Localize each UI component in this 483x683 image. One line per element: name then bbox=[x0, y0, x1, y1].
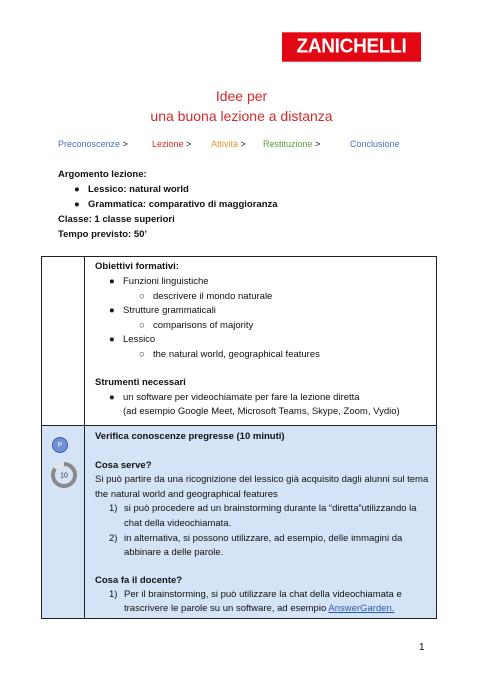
timer-icon bbox=[50, 461, 78, 489]
classe-line: Classe: 1 classe superiori bbox=[58, 214, 175, 225]
strumenti-item-detail: (ad esempio Google Meet, Microsoft Teams, Skype, Zoom, Vydio) bbox=[123, 406, 400, 417]
verifica-paragraph: the natural world and geographical features bbox=[95, 489, 278, 500]
list-number: 2) bbox=[109, 533, 118, 544]
list-number: 1) bbox=[109, 503, 118, 514]
document-title-line2: una buona lezione a distanza bbox=[150, 108, 333, 124]
list-number: 1) bbox=[109, 589, 118, 600]
list-item: abbinare a delle parole. bbox=[124, 547, 224, 558]
list-item: si può procedere ad un brainstorming durante la “diretta”utilizzando la bbox=[124, 503, 417, 514]
nav-item-conclusione: Conclusione bbox=[350, 139, 400, 149]
list-item: chat della videochiamata. bbox=[124, 518, 232, 529]
obiettivi-subitem: ○ the natural world, geographical features bbox=[139, 349, 320, 360]
list-item: Per il brainstorming, si può utilizzare la chat della videochiamata e bbox=[124, 589, 402, 600]
answergarden-link[interactable]: AnswerGarden. bbox=[328, 603, 395, 614]
lesson-bullet: ● Lessico: natural world bbox=[74, 184, 189, 195]
obiettivi-item: ● Strutture grammaticali bbox=[109, 305, 216, 316]
table-column-divider bbox=[84, 256, 85, 619]
zanichelli-logo: ZANICHELLI bbox=[282, 32, 421, 61]
argomento-heading: Argomento lezione: bbox=[58, 169, 147, 180]
nav-item-preconoscenze: Preconoscenze > bbox=[58, 139, 128, 149]
strumenti-heading: Strumenti necessari bbox=[95, 377, 186, 388]
cosa-serve-heading: Cosa serve? bbox=[95, 460, 152, 471]
obiettivi-item: ● Lessico bbox=[109, 334, 156, 345]
docente-heading: Cosa fa il docente? bbox=[95, 575, 183, 586]
obiettivi-subitem: ○ comparisons of majority bbox=[139, 320, 254, 331]
list-item: in alternativa, si possono utilizzare, ad esempio, delle immagini da bbox=[124, 533, 403, 544]
obiettivi-item: ● Funzioni linguistiche bbox=[109, 276, 209, 287]
nav-item-lezione: Lezione > bbox=[152, 139, 192, 149]
page-number: 1 bbox=[419, 642, 425, 653]
verifica-heading: Verifica conoscenze pregresse (10 minuti) bbox=[95, 431, 285, 442]
timer-label: 10 bbox=[60, 472, 68, 480]
obiettivi-subitem: ○ descrivere il mondo naturale bbox=[139, 291, 273, 302]
obiettivi-heading: Obiettivi formativi: bbox=[95, 261, 179, 272]
verifica-paragraph: Si può partire da una ricognizione del lessico già acquisito dagli alunni sul tema bbox=[95, 474, 429, 485]
tempo-line: Tempo previsto: 50’ bbox=[58, 229, 148, 240]
list-item: trascrivere le parole su un software, ad esempio AnswerGarden. bbox=[124, 603, 395, 614]
document-title-line1: Idee per bbox=[215, 88, 268, 104]
lesson-bullet: ● Grammatica: comparativo di maggioranza bbox=[74, 199, 278, 210]
phase-badge: P bbox=[52, 437, 68, 453]
nav-item-restituzione: Restituzione > bbox=[263, 139, 321, 149]
nav-item-attivita: Attività > bbox=[211, 139, 246, 149]
strumenti-item: ● un software per videochiamate per fare la lezione diretta bbox=[109, 392, 360, 403]
